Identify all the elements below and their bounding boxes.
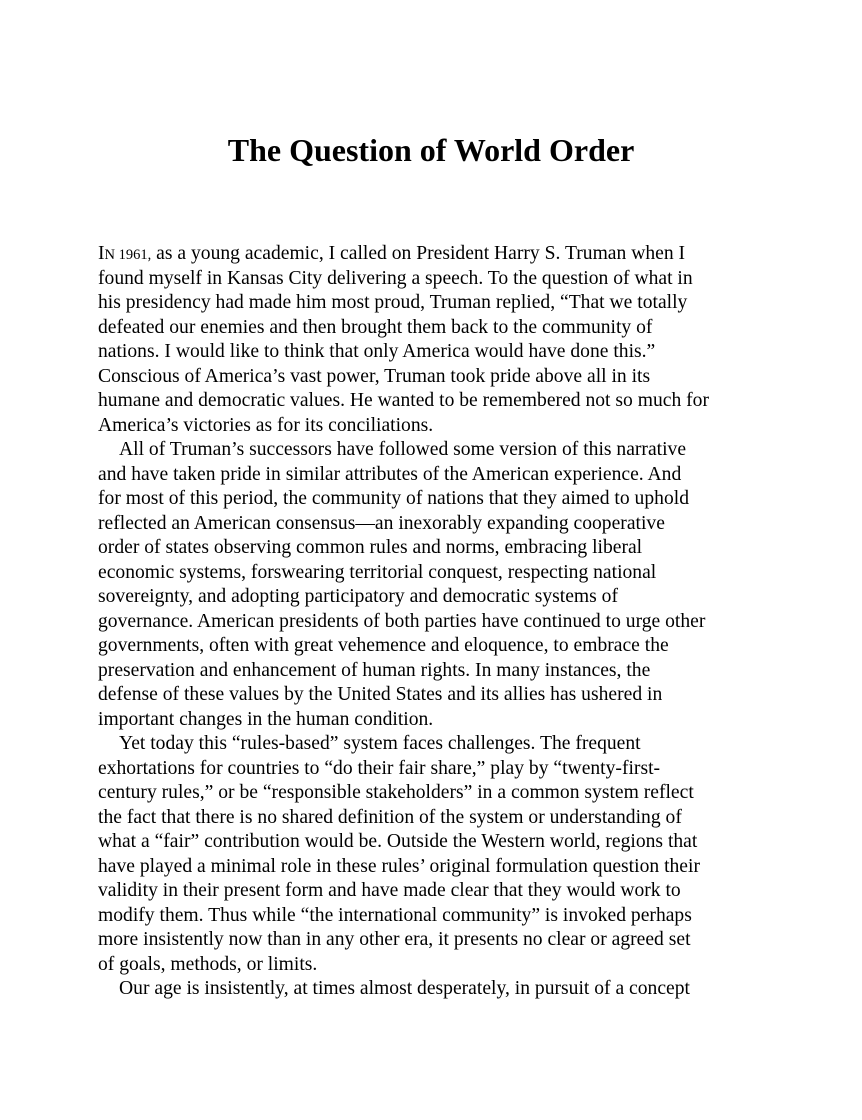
paragraph-line: order of states observing common rules and norms, embracing liberal <box>98 537 643 558</box>
paragraph-line: reflected an American consensus—an inexorably expanding cooperative <box>98 512 665 534</box>
paragraph-line: governments, often with great vehemence and eloquence, to embrace the <box>98 635 669 656</box>
paragraph-line: All of Truman’s successors have followed some version of this narrative <box>119 439 687 460</box>
paragraph-line: century rules,” or be “responsible stakeholders” in a common system reflect <box>98 782 694 803</box>
paragraph-line: for most of this period, the community of nations that they aimed to uphold <box>98 488 689 509</box>
paragraph-4 <box>98 977 766 1002</box>
paragraph-line: America’s victories as for its conciliations. <box>98 414 434 436</box>
paragraph-line: preservation and enhancement of human rights. In many instances, the <box>98 659 651 681</box>
paragraph-line: governance. American presidents of both parties have continued to urge other <box>98 610 706 632</box>
paragraph-line: of goals, methods, or limits. <box>98 953 318 975</box>
paragraph-line: sovereignty, and adopting participatory and democratic systems of <box>98 586 618 607</box>
chapter-body <box>98 242 766 1002</box>
paragraph-line: exhortations for countries to “do their fair share,” play by “twenty-first- <box>98 757 661 779</box>
paragraph-line: found myself in Kansas City delivering a speech. To the question of what in <box>98 267 693 289</box>
paragraph-line: economic systems, forswearing territorial conquest, respecting national <box>98 561 657 583</box>
paragraph-line: Our age is insistently, at times almost desperately, in pursuit of a concept <box>119 978 690 999</box>
paragraph-line: nations. I would like to think that only America would have done this.” <box>98 341 656 362</box>
paragraph-line: Yet today this “rules-based” system faces challenges. The frequent <box>119 733 641 754</box>
opening-smallcaps: N 1961, <box>104 247 152 263</box>
paragraph-line: modify them. Thus while “the international community” is invoked perhaps <box>98 904 692 926</box>
paragraph-line: more insistently now than in any other era, it presents no clear or agreed set <box>98 929 691 950</box>
paragraph-2 <box>98 438 766 732</box>
paragraph-line: defeated our enemies and then brought them back to the community of <box>98 316 653 338</box>
paragraph-line: what a “fair” contribution would be. Outside the Western world, regions that <box>98 831 698 852</box>
paragraph-line: humane and democratic values. He wanted to be remembered not so much for <box>98 390 709 411</box>
paragraph-line: defense of these values by the United States and its allies has ushered in <box>98 684 663 705</box>
paragraph-1 <box>98 242 766 438</box>
paragraph-line: important changes in the human condition. <box>98 708 434 730</box>
paragraph-line: and have taken pride in similar attributes of the American experience. And <box>98 463 682 485</box>
paragraph-line: the fact that there is no shared definition of the system or understanding of <box>98 806 682 828</box>
paragraph-line: have played a minimal role in these rules’ original formulation question their <box>98 855 700 877</box>
paragraph-line: his presidency had made him most proud, Truman replied, “That we totally <box>98 292 688 313</box>
opening-initial: I <box>98 243 105 264</box>
paragraph-line: IN 1961, as a young academic, I called on President Harry S. Truman when I <box>98 243 686 264</box>
chapter-title: The Question of World Order <box>227 132 635 168</box>
paragraph-line: Conscious of America’s vast power, Truman took pride above all in its <box>98 365 651 387</box>
paragraph-3 <box>98 732 766 977</box>
paragraph-line: validity in their present form and have made clear that they would work to <box>98 880 681 901</box>
